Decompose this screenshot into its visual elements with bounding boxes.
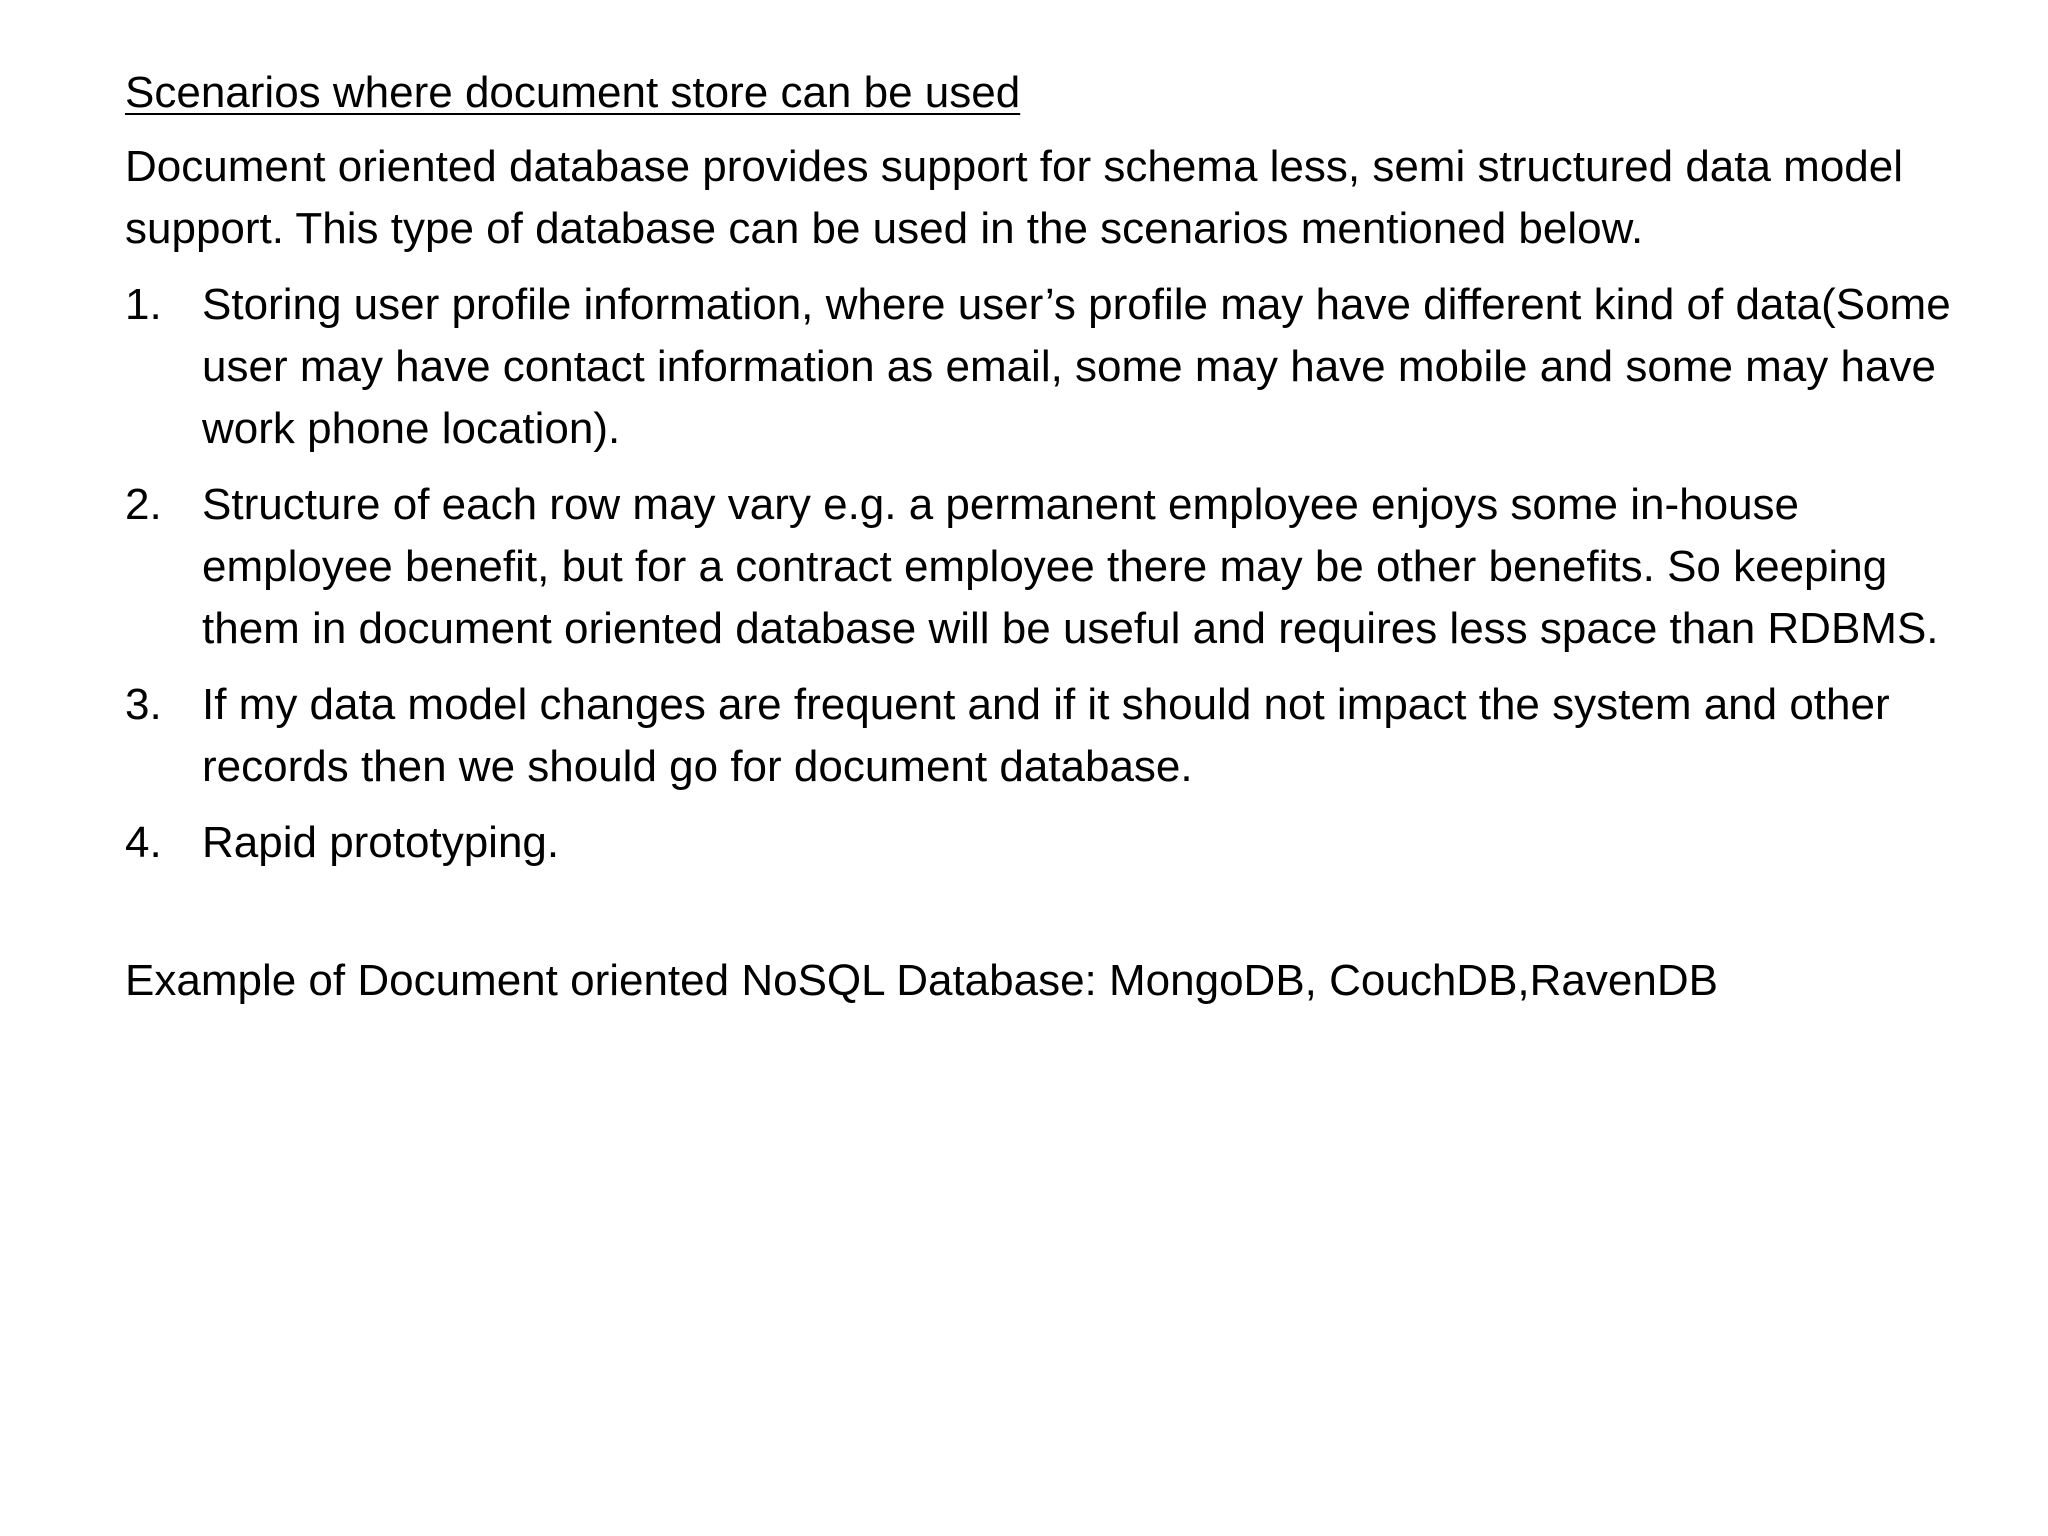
list-item (125, 274, 1965, 460)
example-line: Example of Document oriented NoSQL Database: MongoDB, CouchDB,RavenDB (125, 956, 1718, 1005)
list-item-text: Rapid prototyping. (202, 818, 560, 867)
list-item-text: Storing user profile information, where user’s profile may have different kind of data(Some user may have contact information as email, some may have mobile and some may have work phone location). (202, 280, 1951, 453)
slide-content (125, 62, 1965, 1012)
list-item (125, 674, 1965, 798)
list-item-number: 4. (125, 818, 162, 867)
scenario-list (125, 274, 1965, 874)
list-item (125, 474, 1965, 660)
list-item-number: 2. (125, 480, 162, 529)
slide-heading: Scenarios where document store can be used (125, 68, 1021, 117)
list-item-text: Structure of each row may vary e.g. a permanent employee enjoys some in-house employee benefit, but for a contract employee there may be other benefits. So keeping them in document oriented database will be useful and requires less space than RDBMS. (202, 480, 1939, 653)
list-item-text: If my data model changes are frequent and if it should not impact the system and other records then we should go for document database. (202, 680, 1890, 791)
list-item-number: 3. (125, 680, 162, 729)
intro-paragraph: Document oriented database provides support for schema less, semi structured data model support. This type of database can be used in the scenarios mentioned below. (125, 142, 1904, 253)
list-item-number: 1. (125, 280, 162, 329)
list-item (125, 812, 1965, 874)
